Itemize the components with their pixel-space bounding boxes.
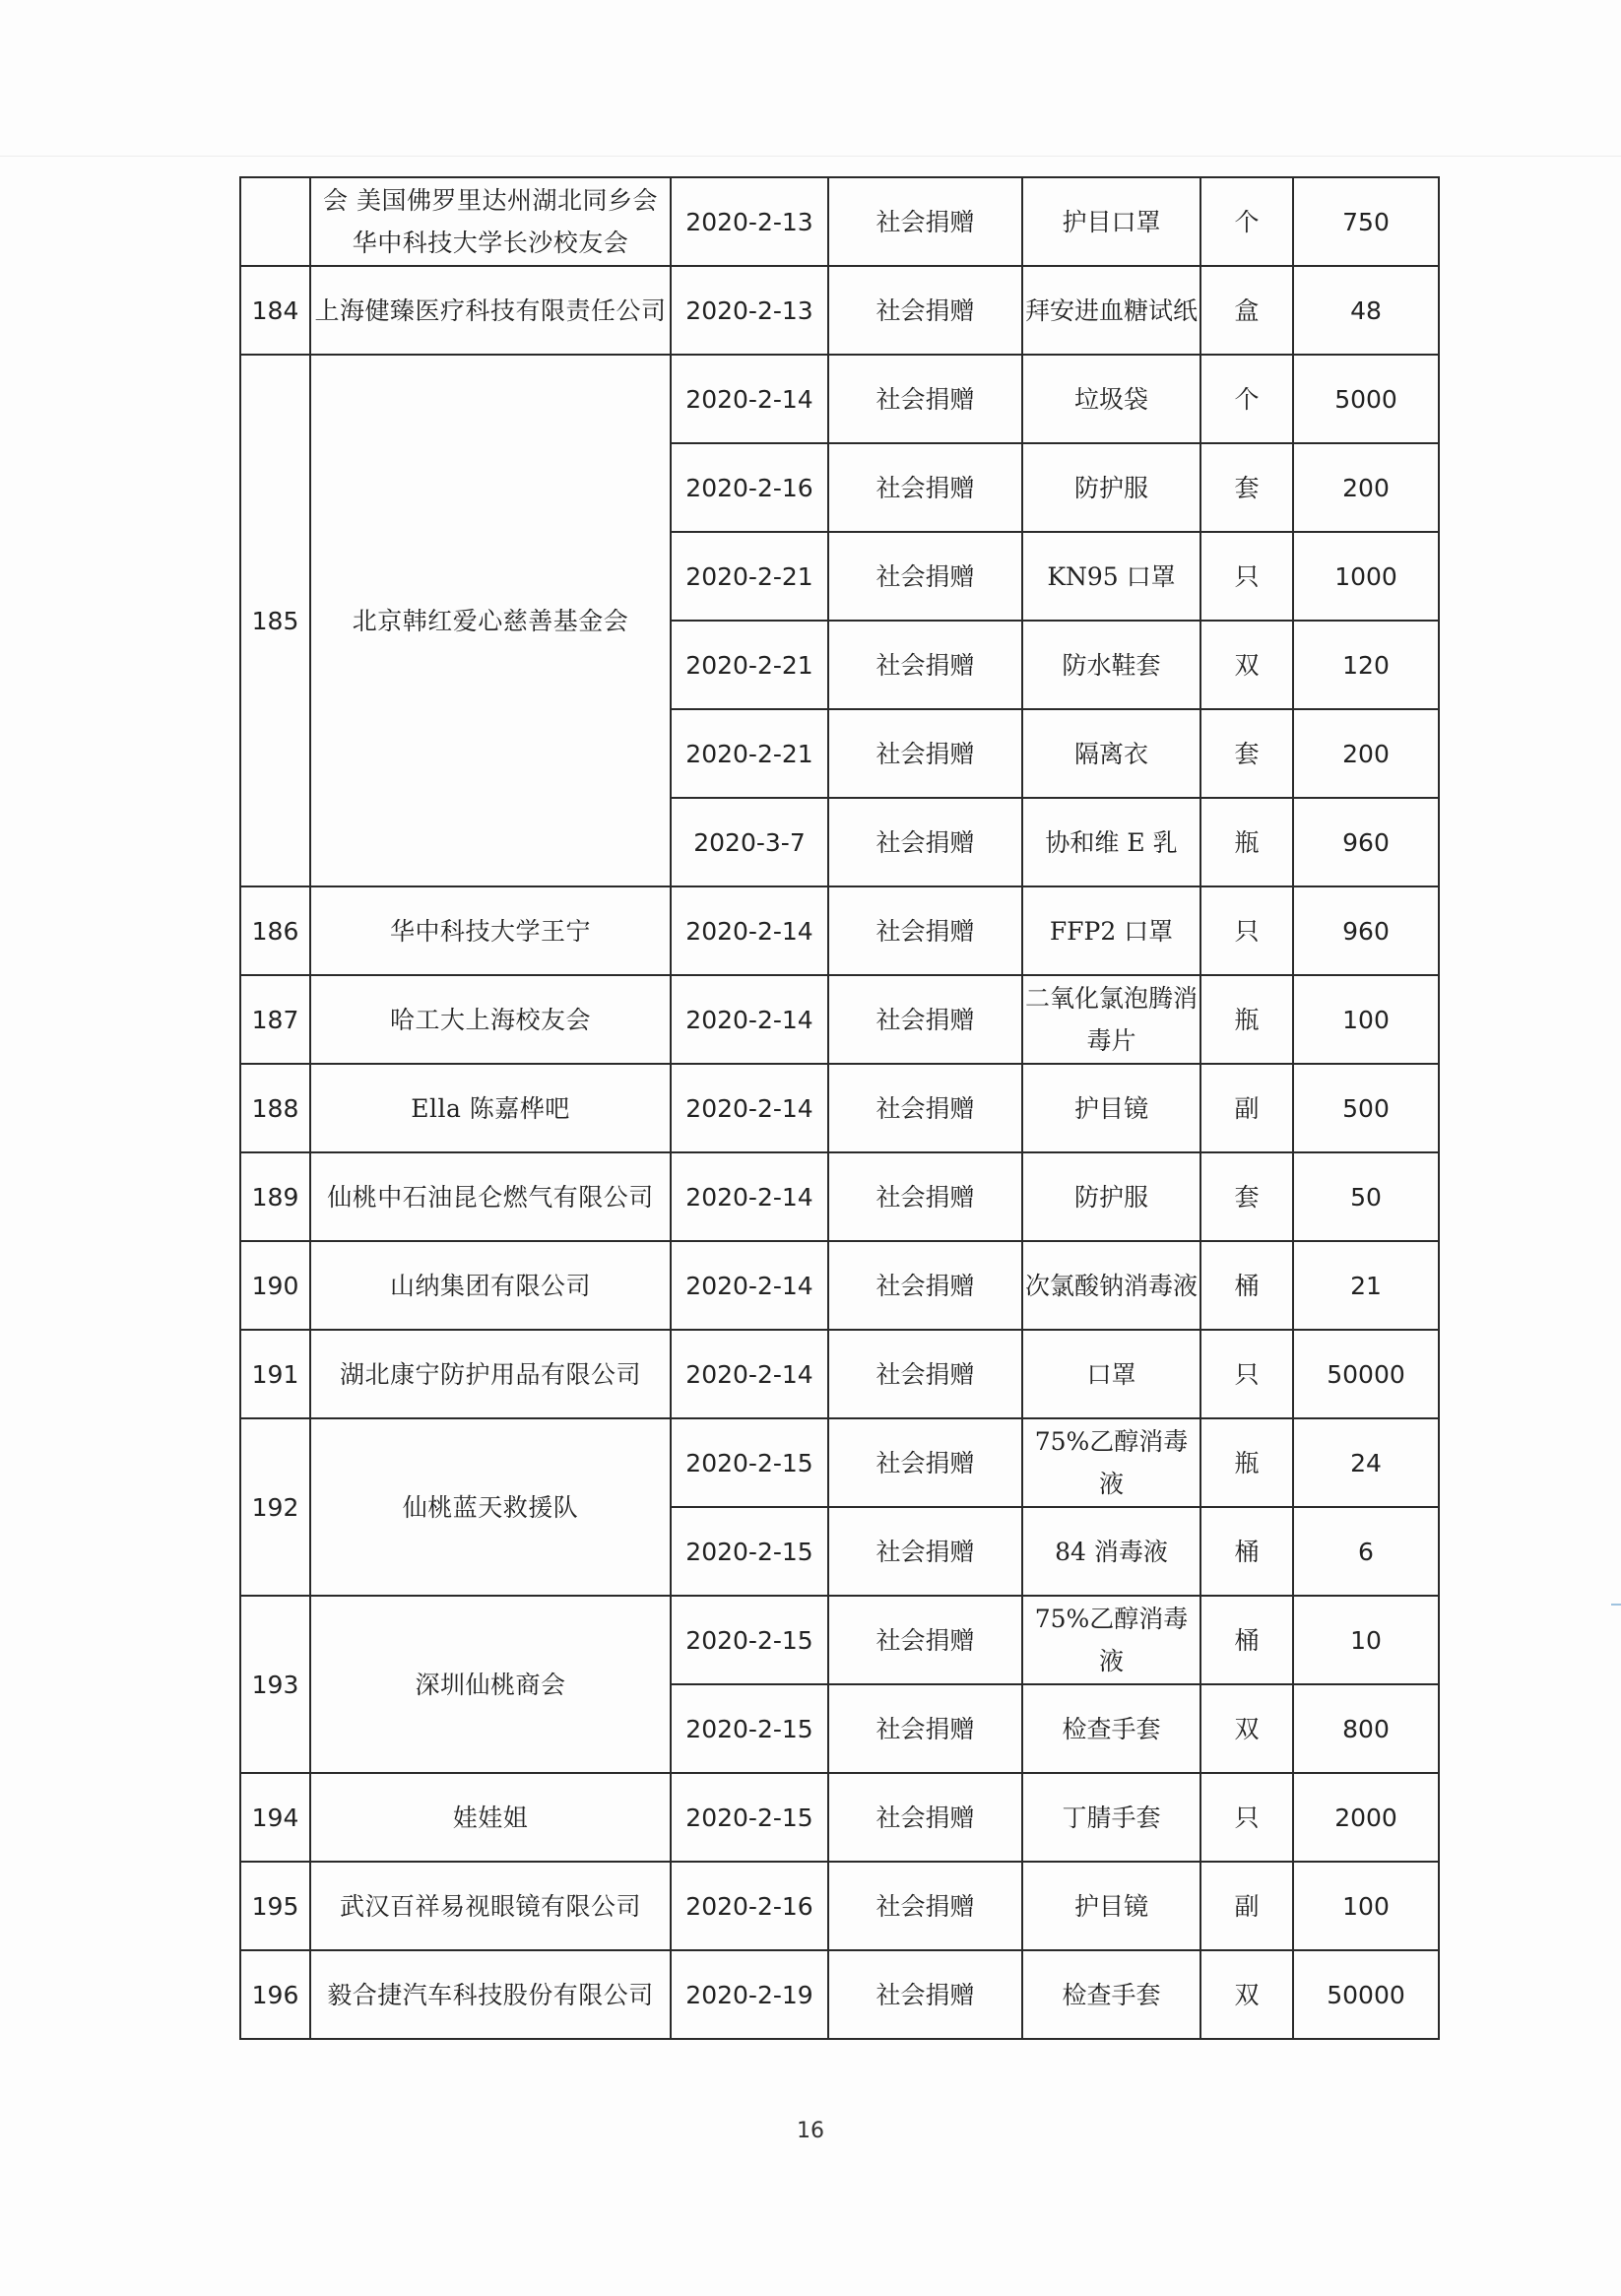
item-unit: 套: [1200, 1152, 1293, 1241]
item-quantity: 10: [1293, 1596, 1439, 1684]
item-quantity: 2000: [1293, 1773, 1439, 1862]
donation-date: 2020-2-15: [671, 1507, 828, 1596]
donated-item: 防护服: [1022, 443, 1200, 532]
donation-date: 2020-2-14: [671, 1064, 828, 1152]
donor-name: Ella 陈嘉桦吧: [310, 1064, 671, 1152]
item-unit: 瓶: [1200, 798, 1293, 886]
donated-item: 检查手套: [1022, 1684, 1200, 1773]
row-number: 191: [240, 1330, 310, 1418]
table-row: [240, 1950, 1439, 2039]
donated-item: 丁腈手套: [1022, 1773, 1200, 1862]
donated-item: 护目镜: [1022, 1862, 1200, 1950]
item-quantity: 5000: [1293, 355, 1439, 443]
donation-date: 2020-2-13: [671, 177, 828, 266]
item-unit: 双: [1200, 1950, 1293, 2039]
donation-date: 2020-2-21: [671, 532, 828, 621]
donor-name: 毅合捷汽车科技股份有限公司: [310, 1950, 671, 2039]
donation-date: 2020-2-15: [671, 1596, 828, 1684]
donated-item: 次氯酸钠消毒液: [1022, 1241, 1200, 1330]
row-number: 186: [240, 886, 310, 975]
donated-item: 垃圾袋: [1022, 355, 1200, 443]
donor-name: 上海健臻医疗科技有限责任公司: [310, 266, 671, 355]
donation-type: 社会捐赠: [828, 443, 1022, 532]
item-quantity: 100: [1293, 1862, 1439, 1950]
donor-name: 华中科技大学王宁: [310, 886, 671, 975]
item-quantity: 200: [1293, 709, 1439, 798]
donation-date: 2020-2-14: [671, 1330, 828, 1418]
table-row: [240, 975, 1439, 1064]
donation-type: 社会捐赠: [828, 975, 1022, 1064]
row-number: 184: [240, 266, 310, 355]
table-row: [240, 1064, 1439, 1152]
donation-type: 社会捐赠: [828, 1064, 1022, 1152]
donation-type: 社会捐赠: [828, 1330, 1022, 1418]
donation-date: 2020-2-15: [671, 1773, 828, 1862]
row-number: 189: [240, 1152, 310, 1241]
donation-date: 2020-2-13: [671, 266, 828, 355]
item-quantity: 24: [1293, 1418, 1439, 1507]
table-row: [240, 1596, 1439, 1684]
donation-type: 社会捐赠: [828, 1773, 1022, 1862]
donated-item: 防护服: [1022, 1152, 1200, 1241]
item-unit: 双: [1200, 621, 1293, 709]
row-number: 195: [240, 1862, 310, 1950]
donation-type: 社会捐赠: [828, 886, 1022, 975]
item-unit: 瓶: [1200, 1418, 1293, 1507]
donated-item: 75%乙醇消毒液: [1022, 1596, 1200, 1684]
donation-type: 社会捐赠: [828, 1418, 1022, 1507]
item-quantity: 960: [1293, 798, 1439, 886]
donated-item: 检查手套: [1022, 1950, 1200, 2039]
donor-name: 娃娃姐: [310, 1773, 671, 1862]
donation-type: 社会捐赠: [828, 1950, 1022, 2039]
item-quantity: 50000: [1293, 1950, 1439, 2039]
donation-type: 社会捐赠: [828, 1862, 1022, 1950]
item-quantity: 120: [1293, 621, 1439, 709]
donor-name: 仙桃蓝天救援队: [310, 1418, 671, 1596]
item-quantity: 48: [1293, 266, 1439, 355]
donated-item: 护目口罩: [1022, 177, 1200, 266]
item-unit: 桶: [1200, 1596, 1293, 1684]
table-row: [240, 266, 1439, 355]
item-unit: 个: [1200, 355, 1293, 443]
donation-type: 社会捐赠: [828, 1684, 1022, 1773]
donated-item: 防水鞋套: [1022, 621, 1200, 709]
item-unit: 副: [1200, 1064, 1293, 1152]
row-number: 192: [240, 1418, 310, 1596]
donation-type: 社会捐赠: [828, 621, 1022, 709]
row-number: 196: [240, 1950, 310, 2039]
row-number: 190: [240, 1241, 310, 1330]
donation-date: 2020-2-19: [671, 1950, 828, 2039]
donated-item: 口罩: [1022, 1330, 1200, 1418]
scan-edge-line: [0, 156, 1621, 157]
donated-item: 75%乙醇消毒液: [1022, 1418, 1200, 1507]
donation-date: 2020-2-21: [671, 621, 828, 709]
item-unit: 瓶: [1200, 975, 1293, 1064]
donated-item: 护目镜: [1022, 1064, 1200, 1152]
donation-date: 2020-2-14: [671, 1241, 828, 1330]
item-unit: 套: [1200, 709, 1293, 798]
item-quantity: 750: [1293, 177, 1439, 266]
item-unit: 桶: [1200, 1241, 1293, 1330]
item-unit: 双: [1200, 1684, 1293, 1773]
donation-type: 社会捐赠: [828, 1596, 1022, 1684]
donation-table: [239, 176, 1440, 2040]
item-unit: 只: [1200, 1330, 1293, 1418]
donor-name: 山纳集团有限公司: [310, 1241, 671, 1330]
table-row: [240, 1330, 1439, 1418]
donation-date: 2020-2-15: [671, 1684, 828, 1773]
donation-date: 2020-2-21: [671, 709, 828, 798]
donated-item: 拜安进血糖试纸: [1022, 266, 1200, 355]
donation-date: 2020-2-15: [671, 1418, 828, 1507]
table-row: [240, 1241, 1439, 1330]
item-unit: 桶: [1200, 1507, 1293, 1596]
donor-name: 北京韩红爱心慈善基金会: [310, 355, 671, 886]
item-quantity: 21: [1293, 1241, 1439, 1330]
item-quantity: 960: [1293, 886, 1439, 975]
item-unit: 盒: [1200, 266, 1293, 355]
donor-name: 仙桃中石油昆仑燃气有限公司: [310, 1152, 671, 1241]
donation-type: 社会捐赠: [828, 1152, 1022, 1241]
item-quantity: 1000: [1293, 532, 1439, 621]
row-number: 193: [240, 1596, 310, 1773]
donation-date: 2020-3-7: [671, 798, 828, 886]
item-quantity: 800: [1293, 1684, 1439, 1773]
row-number: 188: [240, 1064, 310, 1152]
donor-name: 湖北康宁防护用品有限公司: [310, 1330, 671, 1418]
table-row: [240, 1773, 1439, 1862]
donated-item: KN95 口罩: [1022, 532, 1200, 621]
table-row: [240, 1862, 1439, 1950]
donated-item: 协和维 E 乳: [1022, 798, 1200, 886]
item-unit: 套: [1200, 443, 1293, 532]
donation-type: 社会捐赠: [828, 355, 1022, 443]
donation-date: 2020-2-14: [671, 975, 828, 1064]
donor-name: 会 美国佛罗里达州湖北同乡会 华中科技大学长沙校友会: [310, 177, 671, 266]
donated-item: FFP2 口罩: [1022, 886, 1200, 975]
item-quantity: 50000: [1293, 1330, 1439, 1418]
item-unit: 个: [1200, 177, 1293, 266]
table-row: [240, 1152, 1439, 1241]
table-row: [240, 177, 1439, 266]
donation-date: 2020-2-16: [671, 1862, 828, 1950]
table-row: [240, 1418, 1439, 1507]
donation-type: 社会捐赠: [828, 177, 1022, 266]
table-row: [240, 355, 1439, 443]
donor-name: 武汉百祥易视眼镜有限公司: [310, 1862, 671, 1950]
row-number: 194: [240, 1773, 310, 1862]
page-number: 16: [797, 2119, 824, 2143]
item-quantity: 100: [1293, 975, 1439, 1064]
donation-type: 社会捐赠: [828, 709, 1022, 798]
donation-type: 社会捐赠: [828, 532, 1022, 621]
scan-edge-mark: [1611, 1604, 1621, 1606]
row-number: [240, 177, 310, 266]
item-unit: 只: [1200, 532, 1293, 621]
donation-type: 社会捐赠: [828, 798, 1022, 886]
donation-date: 2020-2-14: [671, 886, 828, 975]
row-number: 185: [240, 355, 310, 886]
item-quantity: 50: [1293, 1152, 1439, 1241]
donated-item: 84 消毒液: [1022, 1507, 1200, 1596]
donation-date: 2020-2-14: [671, 355, 828, 443]
donated-item: 二氧化氯泡腾消毒片: [1022, 975, 1200, 1064]
donation-type: 社会捐赠: [828, 1241, 1022, 1330]
donated-item: 隔离衣: [1022, 709, 1200, 798]
item-unit: 只: [1200, 886, 1293, 975]
row-number: 187: [240, 975, 310, 1064]
table-row: [240, 886, 1439, 975]
item-unit: 只: [1200, 1773, 1293, 1862]
donor-name: 深圳仙桃商会: [310, 1596, 671, 1773]
donation-type: 社会捐赠: [828, 266, 1022, 355]
donation-date: 2020-2-14: [671, 1152, 828, 1241]
item-quantity: 500: [1293, 1064, 1439, 1152]
donor-name: 哈工大上海校友会: [310, 975, 671, 1064]
donation-date: 2020-2-16: [671, 443, 828, 532]
item-quantity: 6: [1293, 1507, 1439, 1596]
item-quantity: 200: [1293, 443, 1439, 532]
item-unit: 副: [1200, 1862, 1293, 1950]
donation-type: 社会捐赠: [828, 1507, 1022, 1596]
